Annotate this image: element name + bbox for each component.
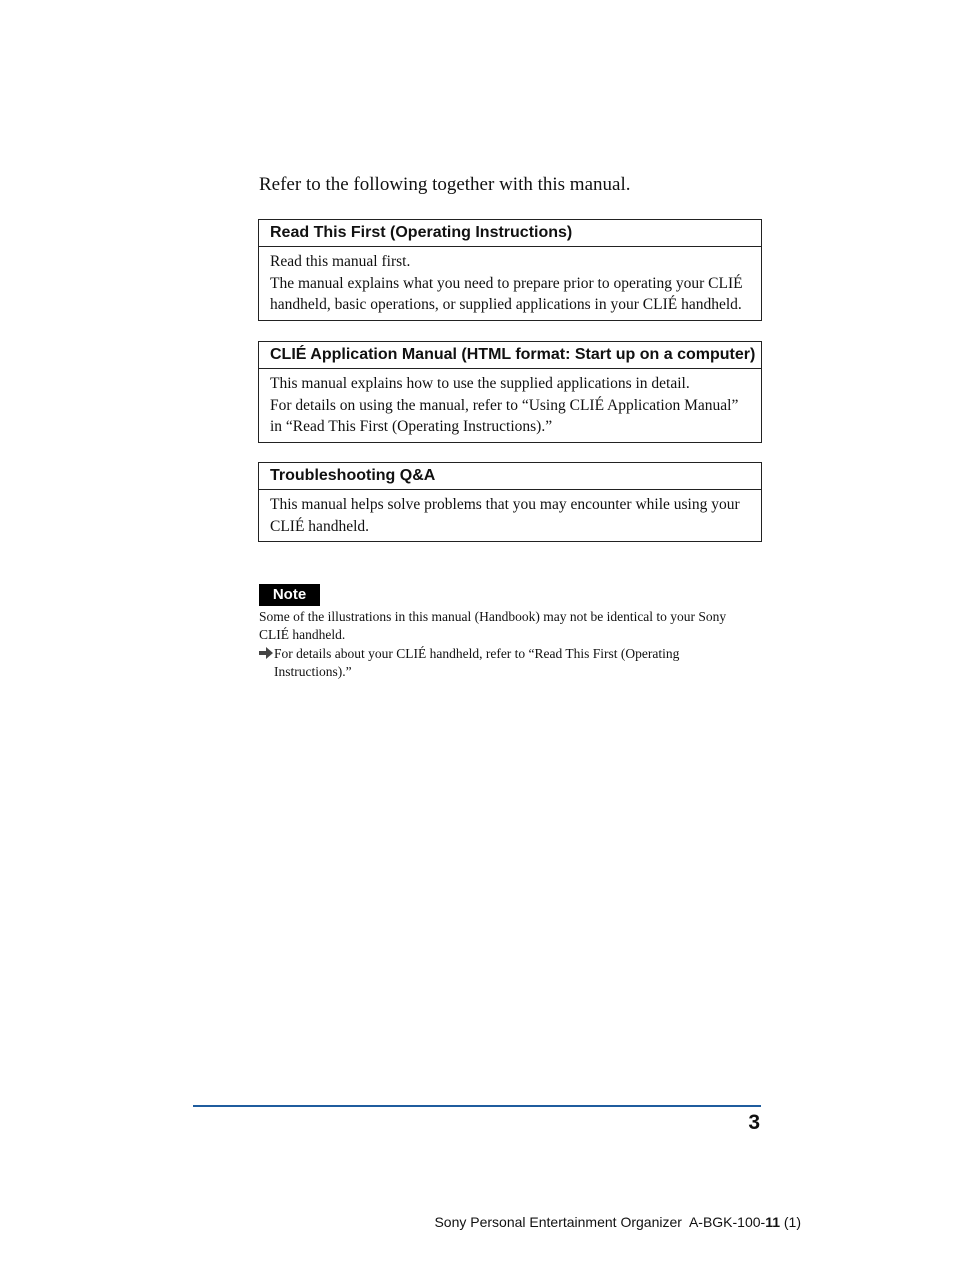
manual-description	[259, 247, 761, 320]
manual-title: Troubleshooting Q&A	[259, 463, 761, 490]
description-line: For details on using the manual, refer to “Using CLIÉ Application Manual”	[270, 396, 739, 414]
description-line: The manual explains what you need to prepare prior to operating your CLIÉ	[270, 274, 743, 292]
manual-box-troubleshooting	[258, 462, 762, 542]
note-text	[259, 608, 769, 644]
reference-text: For details about your CLIÉ handheld, refer to “Read This First (Operating	[274, 646, 680, 661]
note-label: Note	[259, 584, 320, 606]
description-line: CLIÉ handheld.	[270, 517, 370, 535]
product-name: Sony Personal Entertainment Organizer	[434, 1214, 682, 1230]
intro-text: Refer to the following together with this manual.	[259, 174, 631, 195]
reference-line	[259, 645, 769, 663]
model-code-suffix: (1)	[780, 1214, 801, 1230]
manual-title: CLIÉ Application Manual (HTML format: Start up on a computer)	[259, 342, 761, 369]
note-line: CLIÉ handheld.	[259, 627, 346, 642]
page-number: 3	[748, 1111, 760, 1134]
model-code-bold: 11	[765, 1214, 780, 1230]
manual-box-read-this-first	[258, 219, 762, 321]
manual-box-application-manual	[258, 341, 762, 443]
arrow-right-icon	[259, 647, 273, 659]
model-code-prefix: A-BGK-100-	[688, 1214, 766, 1230]
footer-info	[434, 1212, 801, 1232]
reference-block	[259, 645, 769, 681]
description-line: This manual helps solve problems that you may encounter while using your	[270, 496, 740, 513]
note-line: Some of the illustrations in this manual (Handbook) may not be identical to your Sony	[259, 609, 727, 624]
manual-title: Read This First (Operating Instructions)	[259, 220, 761, 247]
description-line: This manual explains how to use the supplied applications in detail.	[270, 375, 690, 392]
reference-text-continued: Instructions).”	[274, 664, 352, 679]
description-line: Read this manual first.	[270, 253, 411, 270]
manual-description	[259, 369, 761, 442]
description-line: handheld, basic operations, or supplied applications in your CLIÉ handheld.	[270, 296, 742, 313]
manual-description	[259, 490, 761, 541]
footer-rule	[193, 1105, 761, 1107]
description-line: in “Read This First (Operating Instructions).”	[270, 418, 553, 435]
